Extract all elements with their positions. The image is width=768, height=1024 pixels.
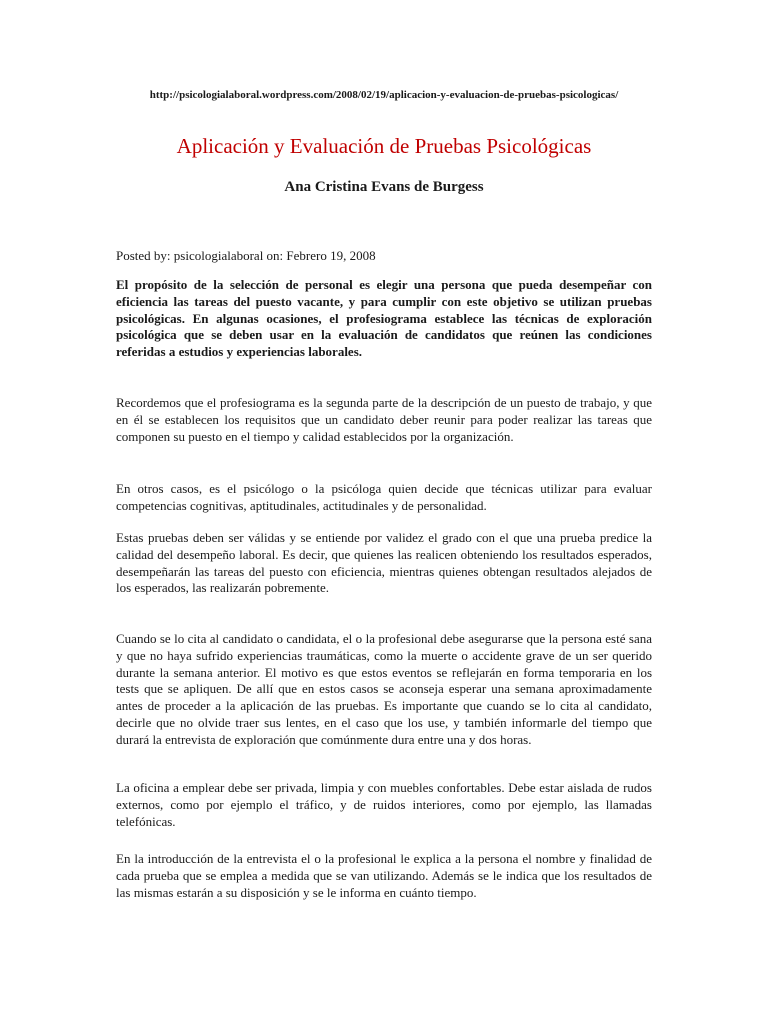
body-paragraph: Estas pruebas deben ser válidas y se entiende por validez el grado con el que una prueba predice la calidad del desempeño laboral. Es decir, que quienes las realicen obteniendo los resultados esperados, desempeñarán las tareas del puesto con eficiencia, mientras quienes obtengan resultados alejados de los esperados, las realizarán pobremente.	[116, 530, 652, 596]
intro-paragraph: El propósito de la selección de personal es elegir una persona que pueda desempeñar con eficiencia las tareas del puesto vacante, y para cumplir con este objetivo se utilizan pruebas psicológicas. En algunas ocasiones, el profesiograma establece las técnicas de exploración psicológica que se deben usar en la evaluación de candidatos que reúnen las condiciones referidas a estudios y experiencias laborales.	[116, 277, 652, 360]
body-paragraph: En la introducción de la entrevista el o la profesional le explica a la persona el nombre y finalidad de cada prueba que se emplea a medida que se van utilizando. Además se le indica que los resultados de las mismas estarán a su disposición y se le informa en cuánto tiempo.	[116, 851, 652, 900]
author-name: Ana Cristina Evans de Burgess	[284, 179, 484, 195]
posted-line: Posted by: psicologialaboral on: Febrero 19, 2008	[116, 248, 376, 263]
body-paragraph: En otros casos, es el psicólogo o la psicóloga quien decide que técnicas utilizar para evaluar competencias cognitivas, aptitudinales, actitudinales y de personalidad.	[116, 481, 652, 513]
source-url-link[interactable]: http://psicologialaboral.wordpress.com/2008/02/19/aplicacion-y-evaluacion-de-pruebas-psicologicas/	[149, 89, 619, 101]
body-paragraph: Cuando se lo cita al candidato o candidata, el o la profesional debe asegurarse que la persona esté sana y que no haya sufrido experiencias traumáticas, como la muerte o accidente grave de un ser querido durante la semana anterior. El motivo es que estos eventos se reflejarán en forma temporaria en los tests que se apliquen. De allí que en estos casos se aconseja esperar una semana aproximadamente antes de proceder a la aplicación de las pruebas. Es importante que cuando se lo cita al candidato, decirle que no olvide traer sus lentes, en el caso que los use, y también informarle del tiempo que durará la entrevista de exploración que comúnmente dura entre una y dos horas.	[116, 631, 652, 747]
body-paragraph: La oficina a emplear debe ser privada, limpia y con muebles confortables. Debe estar aislada de rudos externos, como por ejemplo el tráfico, y de ruidos interiores, como por ejemplo, las llamadas telefónicas.	[116, 780, 652, 829]
body-paragraph: Recordemos que el profesiograma es la segunda parte de la descripción de un puesto de trabajo, y que en él se establecen los requisitos que un candidato deber reunir para poder realizar las tareas que componen su puesto en el tiempo y calidad establecidos por la organización.	[116, 395, 652, 444]
document-title: Aplicación y Evaluación de Pruebas Psicológicas	[176, 134, 592, 158]
